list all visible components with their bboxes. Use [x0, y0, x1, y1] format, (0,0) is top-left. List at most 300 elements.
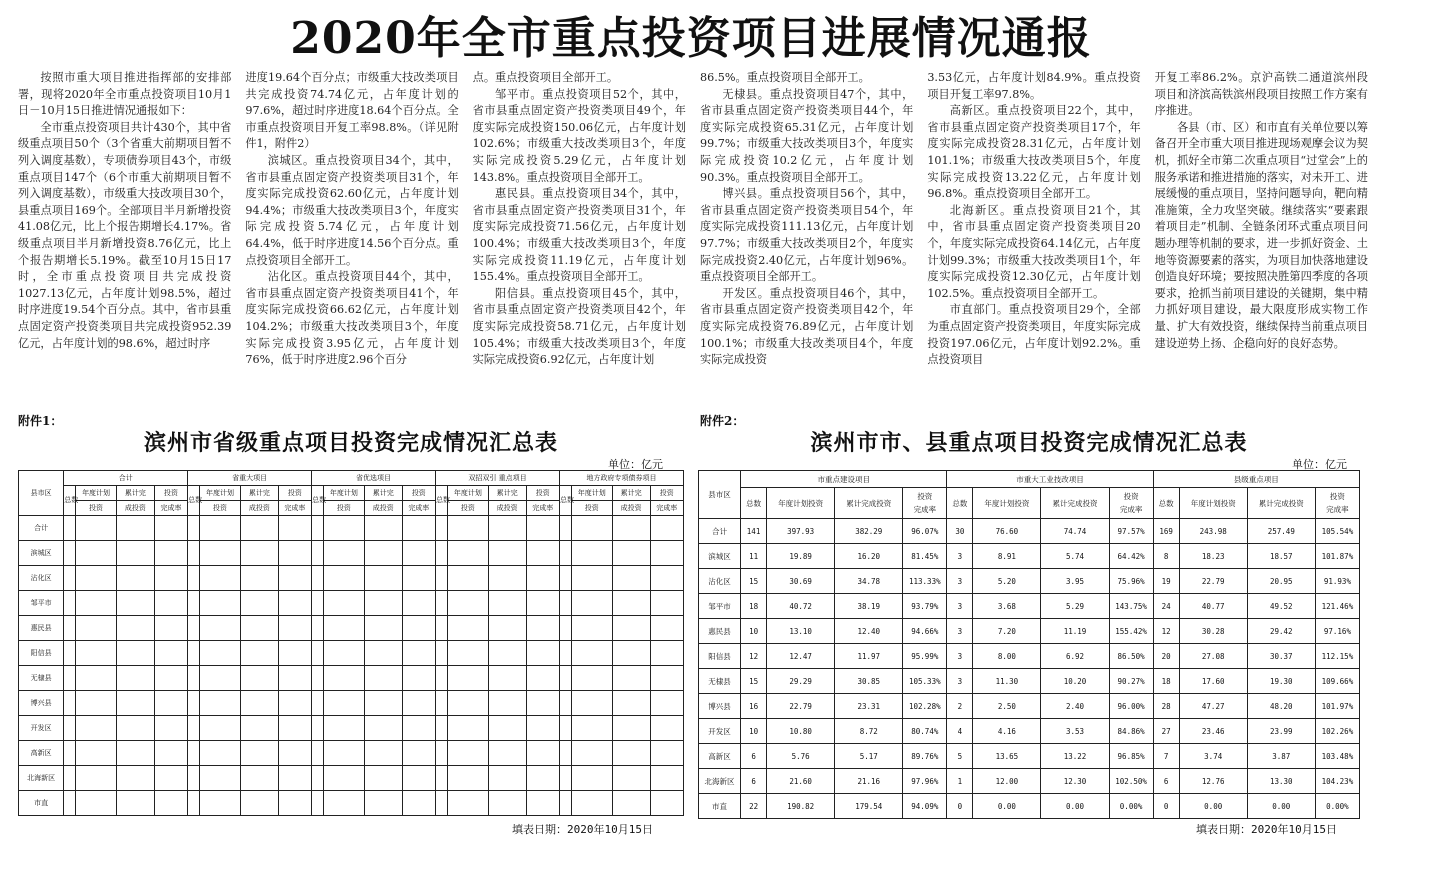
subheader-cell: 总数: [1153, 488, 1179, 519]
table-row: [699, 794, 1360, 819]
table-cell: [278, 716, 311, 741]
table-cell: [312, 716, 324, 741]
table-cell: 0: [947, 794, 973, 819]
table-cell: 96.85%: [1109, 744, 1153, 769]
annex1-title: 滨州市省级重点项目投资完成情况汇总表: [143, 430, 558, 456]
table-cell: [488, 591, 526, 616]
table-cell: [200, 741, 241, 766]
table-cell: [312, 691, 324, 716]
table-cell: [200, 791, 241, 816]
table-cell: [402, 766, 435, 791]
table-cell: 27.08: [1179, 644, 1247, 669]
table-cell: [200, 566, 241, 591]
subheader-cell: 年度计划投资: [1179, 488, 1247, 519]
table-cell: 40.77: [1179, 594, 1247, 619]
table-row: [19, 516, 684, 541]
table-cell: [323, 791, 364, 816]
table-cell: [559, 591, 571, 616]
table-cell: [76, 791, 117, 816]
row-label: 开发区: [19, 716, 64, 741]
table-cell: [364, 691, 402, 716]
table-cell: [154, 741, 187, 766]
table-cell: [402, 791, 435, 816]
table-cell: 190.82: [767, 794, 835, 819]
table-cell: [278, 516, 311, 541]
table-cell: [447, 691, 488, 716]
table-cell: 8.72: [835, 719, 903, 744]
subheader-cell: 累计完成投资: [1247, 488, 1315, 519]
subheader-cell: 成投资: [117, 501, 155, 516]
table-cell: [447, 666, 488, 691]
row-label: 开发区: [699, 719, 741, 744]
table-cell: [364, 666, 402, 691]
table-cell: [612, 766, 650, 791]
table-cell: [650, 641, 684, 666]
table-cell: [571, 591, 612, 616]
table-cell: [154, 616, 187, 641]
table-cell: [447, 591, 488, 616]
table-cell: [526, 791, 559, 816]
row-label: 北海新区: [19, 766, 64, 791]
table-cell: [526, 766, 559, 791]
table-cell: [526, 616, 559, 641]
table-cell: 18.23: [1179, 544, 1247, 569]
table-cell: 2.50: [973, 694, 1041, 719]
table-cell: 12.00: [973, 769, 1041, 794]
table-cell: [559, 791, 571, 816]
table-cell: 12: [1153, 619, 1179, 644]
paragraph: 3.53亿元，占年度计划84.9%。重点投资项目开复工率97.8%。: [927, 71, 1141, 101]
table-cell: [559, 691, 571, 716]
subheader-line: 完成率: [913, 505, 937, 514]
table-cell: 7.20: [973, 619, 1041, 644]
group-header: 县级重点项目: [1153, 471, 1359, 488]
table-cell: 8.91: [973, 544, 1041, 569]
subheader-cell: 完成率: [526, 501, 559, 516]
table-cell: 6.92: [1041, 644, 1109, 669]
table-cell: 7: [1153, 744, 1179, 769]
table-cell: 96.00%: [1109, 694, 1153, 719]
row-label: 滨城区: [699, 544, 741, 569]
count-header: 总数: [188, 486, 200, 516]
table-row: [699, 694, 1360, 719]
table-cell: 112.15%: [1315, 644, 1359, 669]
subheader-cell: 完成率: [402, 501, 435, 516]
table-cell: [526, 541, 559, 566]
group-header: 省重大项目: [188, 471, 312, 486]
table-cell: [240, 691, 278, 716]
table-cell: [117, 541, 155, 566]
table-cell: 3.74: [1179, 744, 1247, 769]
table-cell: [488, 566, 526, 591]
table-cell: [117, 741, 155, 766]
table-cell: 0: [1153, 794, 1179, 819]
table-cell: [650, 616, 684, 641]
subheader-cell: 年度计划: [323, 486, 364, 501]
table-cell: [76, 516, 117, 541]
table-cell: [200, 716, 241, 741]
table-cell: [436, 566, 448, 591]
subheader-cell: 累计完: [364, 486, 402, 501]
table-cell: [650, 666, 684, 691]
subheader-row: [19, 501, 684, 516]
table-cell: [278, 591, 311, 616]
table-cell: 105.54%: [1315, 519, 1359, 544]
article-column-5: [927, 70, 1140, 408]
table-cell: 94.66%: [903, 619, 947, 644]
subheader-line: 投资: [917, 492, 933, 501]
subheader-cell: 年度计划: [447, 486, 488, 501]
table-cell: 22.79: [767, 694, 835, 719]
table-row: [19, 666, 684, 691]
subheader-cell: 累计完成投资: [1041, 488, 1109, 519]
table-cell: [612, 691, 650, 716]
table-cell: [402, 591, 435, 616]
table-cell: [436, 791, 448, 816]
paragraph: 高新区。重点投资项目22个，其中，省市县重点固定资产投资类项目17个，年度实际完成投资28.31亿元，占年度计划101.1%；市级重大技改类项目5个，年度实际完成投资13.22亿元，占年度计划96.8%。重点投资项目全部开工。: [927, 104, 1141, 201]
table-cell: [323, 516, 364, 541]
table-cell: 19: [1153, 569, 1179, 594]
table-cell: [559, 666, 571, 691]
annex2-title: 滨州市市、县重点项目投资完成情况汇总表: [810, 430, 1248, 456]
table-cell: 103.48%: [1315, 744, 1359, 769]
row-label: 市直: [19, 791, 64, 816]
table-cell: 179.54: [835, 794, 903, 819]
table-cell: 101.87%: [1315, 544, 1359, 569]
table-cell: [571, 666, 612, 691]
table-cell: 24: [1153, 594, 1179, 619]
table-cell: 5.29: [1041, 594, 1109, 619]
row-label: 惠民县: [19, 616, 64, 641]
table-cell: 102.26%: [1315, 719, 1359, 744]
subheader-cell: 年度计划投资: [973, 488, 1041, 519]
table-cell: [188, 616, 200, 641]
table-cell: [188, 566, 200, 591]
table-cell: 382.29: [835, 519, 903, 544]
paragraph: 点。重点投资项目全部开工。: [472, 71, 619, 84]
table-row: [19, 691, 684, 716]
table-cell: [571, 616, 612, 641]
table-cell: 0.00: [1041, 794, 1109, 819]
table-cell: [312, 541, 324, 566]
table-cell: [76, 666, 117, 691]
table-cell: [612, 791, 650, 816]
table-cell: [612, 641, 650, 666]
table-cell: [154, 716, 187, 741]
table-cell: [323, 566, 364, 591]
subheader-line: 完成率: [1326, 505, 1349, 514]
table-cell: 29.29: [767, 669, 835, 694]
table-cell: [200, 691, 241, 716]
table-cell: [240, 591, 278, 616]
row-label: 阳信县: [699, 644, 741, 669]
table-cell: [188, 691, 200, 716]
table-cell: 8: [1153, 544, 1179, 569]
annex2-table: [698, 470, 1360, 819]
table-cell: [188, 541, 200, 566]
subheader-cell: 累计完成投资: [835, 488, 903, 519]
table-cell: [436, 616, 448, 641]
table-cell: 0.00: [1179, 794, 1247, 819]
count-header: 总数: [559, 486, 571, 516]
table-cell: [526, 716, 559, 741]
table-cell: 109.66%: [1315, 669, 1359, 694]
row-label: 市直: [699, 794, 741, 819]
table-cell: [312, 516, 324, 541]
table-cell: 18: [741, 594, 767, 619]
table-cell: [559, 641, 571, 666]
table-cell: [323, 591, 364, 616]
table-cell: 16.20: [835, 544, 903, 569]
table-cell: [402, 516, 435, 541]
table-cell: [526, 566, 559, 591]
table-cell: [188, 516, 200, 541]
table-cell: 3: [947, 594, 973, 619]
paragraph: 北海新区。重点投资项目21个，其中，省市县重点固定资产投资类项目20个，年度实际完成投资64.14亿元，占年度计划99.3%；市级重大技改类项目1个，年度实际完成投资12.30亿元，占年度计划102.5%。重点投资项目全部开工。: [927, 203, 1141, 300]
table-cell: 30.28: [1179, 619, 1247, 644]
table-cell: [278, 566, 311, 591]
article-body: [18, 70, 1368, 408]
table-cell: [188, 791, 200, 816]
table-cell: [312, 666, 324, 691]
table-cell: 13.10: [767, 619, 835, 644]
table-cell: [612, 516, 650, 541]
table-cell: [188, 641, 200, 666]
subheader-cell: 累计完: [240, 486, 278, 501]
table-cell: 121.46%: [1315, 594, 1359, 619]
table-cell: [312, 591, 324, 616]
table-cell: [323, 641, 364, 666]
table-cell: [571, 541, 612, 566]
article-column-6: [1155, 70, 1368, 408]
table-cell: [436, 691, 448, 716]
table-cell: [154, 566, 187, 591]
table-cell: [188, 591, 200, 616]
table-cell: 3: [947, 569, 973, 594]
table-cell: 3.87: [1247, 744, 1315, 769]
table-cell: [650, 691, 684, 716]
subheader-cell: 投资: [402, 486, 435, 501]
table-cell: [76, 766, 117, 791]
table-cell: [312, 566, 324, 591]
table-cell: [240, 741, 278, 766]
table-cell: 0.00: [973, 794, 1041, 819]
header-row: [699, 471, 1360, 488]
table-cell: [117, 716, 155, 741]
table-cell: [240, 566, 278, 591]
table-cell: [571, 516, 612, 541]
table-cell: 12.30: [1041, 769, 1109, 794]
table-cell: 81.45%: [903, 544, 947, 569]
table-cell: [612, 666, 650, 691]
table-cell: 84.86%: [1109, 719, 1153, 744]
table-cell: 13.65: [973, 744, 1041, 769]
table-row: [699, 744, 1360, 769]
subheader-cell: 投资: [323, 501, 364, 516]
subheader-cell: 完成率: [278, 501, 311, 516]
table-cell: 3.53: [1041, 719, 1109, 744]
table-cell: [200, 641, 241, 666]
subheader-cell: 完成率: [650, 501, 684, 516]
table-row: [699, 669, 1360, 694]
table-cell: [117, 766, 155, 791]
table-cell: 113.33%: [903, 569, 947, 594]
table-cell: [488, 741, 526, 766]
article-column-3: [473, 70, 686, 408]
subheader-cell: 总数: [741, 488, 767, 519]
table-cell: [650, 791, 684, 816]
table-cell: [559, 716, 571, 741]
table-cell: [571, 566, 612, 591]
table-cell: [436, 666, 448, 691]
table-cell: 47.27: [1179, 694, 1247, 719]
paragraph: 无棣县。重点投资项目47个，其中，省市县重点固定资产投资类项目44个，年度实际完成投资65.31亿元，占年度计划99.7%；市级重大技改类项目3个，年度实际完成投资10.2亿元，占年度计划90.3%。重点投资项目全部开工。: [699, 87, 914, 184]
table-cell: [364, 791, 402, 816]
table-cell: [402, 566, 435, 591]
table-row: [19, 741, 684, 766]
table-cell: [278, 616, 311, 641]
row-label: 邹平市: [19, 591, 64, 616]
row-label: 阳信县: [19, 641, 64, 666]
subheader-cell: 投资: [76, 501, 117, 516]
table-cell: [526, 666, 559, 691]
table-cell: 29.42: [1247, 619, 1315, 644]
group-header: 合计: [64, 471, 188, 486]
subheader-row: [699, 488, 1360, 519]
table-cell: [188, 741, 200, 766]
table-row: [699, 519, 1360, 544]
table-cell: [402, 541, 435, 566]
table-cell: [278, 541, 311, 566]
table-cell: 28: [1153, 694, 1179, 719]
table-cell: [188, 666, 200, 691]
paragraph: 博兴县。重点投资项目56个，其中，省市县重点固定资产投资类项目54个，年度实际完成投资111.13亿元，占年度计划97.7%；市级重大技改类项目2个，年度实际完成投资2.40亿元，占年度计划96%。重点投资项目全部开工。: [699, 187, 914, 284]
table-cell: 34.78: [835, 569, 903, 594]
row-label: 博兴县: [699, 694, 741, 719]
table-cell: 86.50%: [1109, 644, 1153, 669]
table-cell: [612, 591, 650, 616]
table-cell: 97.96%: [903, 769, 947, 794]
table-cell: 3: [947, 669, 973, 694]
annex2-unit: 单位：亿元: [1292, 458, 1347, 471]
subheader-cell: 年度计划: [200, 486, 241, 501]
table-row: [699, 769, 1360, 794]
subheader-cell: 总数: [947, 488, 973, 519]
table-cell: [76, 616, 117, 641]
table-cell: 0.00%: [1109, 794, 1153, 819]
table-cell: [526, 591, 559, 616]
table-cell: 3: [947, 619, 973, 644]
table-cell: [436, 591, 448, 616]
table-cell: 30.37: [1247, 644, 1315, 669]
table-cell: [117, 691, 155, 716]
table-cell: 90.27%: [1109, 669, 1153, 694]
paragraph: 阳信县。重点投资项目45个，其中，省市县重点固定资产投资类项目42个，年度实际完成投资58.71亿元，占年度计划105.4%；市级重大技改类项目3个，年度实际完成投资6.92亿元，占年度计划: [472, 286, 686, 367]
table-cell: [559, 541, 571, 566]
table-cell: 8.00: [973, 644, 1041, 669]
table-cell: [200, 666, 241, 691]
table-cell: [117, 591, 155, 616]
table-cell: [278, 766, 311, 791]
table-row: [19, 566, 684, 591]
table-cell: 397.93: [767, 519, 835, 544]
table-cell: 19.30: [1247, 669, 1315, 694]
table-cell: 4: [947, 719, 973, 744]
annex1-fill-date: 填表日期：2020年10月15日: [512, 823, 653, 836]
table-cell: 21.16: [835, 769, 903, 794]
paragraph: 各县（市、区）和市直有关单位要以筹备召开全市重大项目推进现场观摩会议为契机，抓好全市第二次重点项目“过堂会”上的服务承诺和推进措施的落实，对未开工、进展缓慢的重点项目，坚持问题导向，靶向精准施策，全力攻坚突破。继续落实“要素跟着项目走”机制、全链条闭环式重点项目问题办理等机制的要求，进一步抓好资金、土地等资源要素的落实，为项目加快落地建设创造良好环境；要按照决胜第四季度的各项要求，抢抓当前项目建设的关键期，集中精力抓好项目建设，最大限度形成实物工作量、扩大有效投资，继续保持当前重点项目建设逆势上扬、企稳向好的良好态势。: [1154, 120, 1368, 350]
subheader-cell: 投资: [571, 501, 612, 516]
table-cell: [76, 716, 117, 741]
subheader-cell: [903, 488, 947, 519]
table-cell: [154, 691, 187, 716]
table-cell: [312, 616, 324, 641]
table-cell: [323, 541, 364, 566]
count-header: 总数: [312, 486, 324, 516]
table-cell: 38.19: [835, 594, 903, 619]
table-cell: [200, 541, 241, 566]
subheader-line: 投资: [1329, 492, 1345, 501]
table-cell: [323, 616, 364, 641]
table-cell: 3.95: [1041, 569, 1109, 594]
table-cell: [200, 616, 241, 641]
subheader-cell: 成投资: [488, 501, 526, 516]
table-cell: 5.17: [835, 744, 903, 769]
table-row: [19, 616, 684, 641]
table-cell: [323, 666, 364, 691]
subheader-cell: 年度计划投资: [767, 488, 835, 519]
group-header: 省优选项目: [312, 471, 436, 486]
table-cell: [278, 791, 311, 816]
article-column-4: [700, 70, 913, 408]
table-cell: [447, 541, 488, 566]
table-cell: [488, 766, 526, 791]
table-cell: [650, 541, 684, 566]
table-row: [699, 544, 1360, 569]
table-cell: 12.76: [1179, 769, 1247, 794]
table-cell: 10: [741, 619, 767, 644]
table-cell: [447, 566, 488, 591]
table-cell: 13.22: [1041, 744, 1109, 769]
table-cell: 20.95: [1247, 569, 1315, 594]
table-row: [19, 641, 684, 666]
paragraph: 开复工率86.2%。京沪高铁二通道滨州段项目和济滨高铁滨州段项目按照工作方案有序推进。: [1154, 71, 1368, 118]
table-cell: [447, 716, 488, 741]
subheader-cell: 累计完: [488, 486, 526, 501]
table-cell: [64, 691, 76, 716]
table-cell: [612, 541, 650, 566]
annex2-label: 附件2：: [700, 414, 745, 428]
table-cell: [76, 741, 117, 766]
table-cell: [154, 766, 187, 791]
table-cell: [364, 591, 402, 616]
table-cell: 102.50%: [1109, 769, 1153, 794]
table-cell: [76, 641, 117, 666]
subheader-cell: 投资: [447, 501, 488, 516]
table-cell: 10: [741, 719, 767, 744]
table-cell: [64, 591, 76, 616]
subheader-cell: 年度计划: [76, 486, 117, 501]
table-cell: [488, 691, 526, 716]
table-cell: [64, 641, 76, 666]
table-cell: [76, 566, 117, 591]
table-cell: 95.99%: [903, 644, 947, 669]
table-cell: [488, 716, 526, 741]
table-cell: [402, 741, 435, 766]
table-cell: 76.60: [973, 519, 1041, 544]
table-cell: [154, 516, 187, 541]
table-cell: [571, 791, 612, 816]
